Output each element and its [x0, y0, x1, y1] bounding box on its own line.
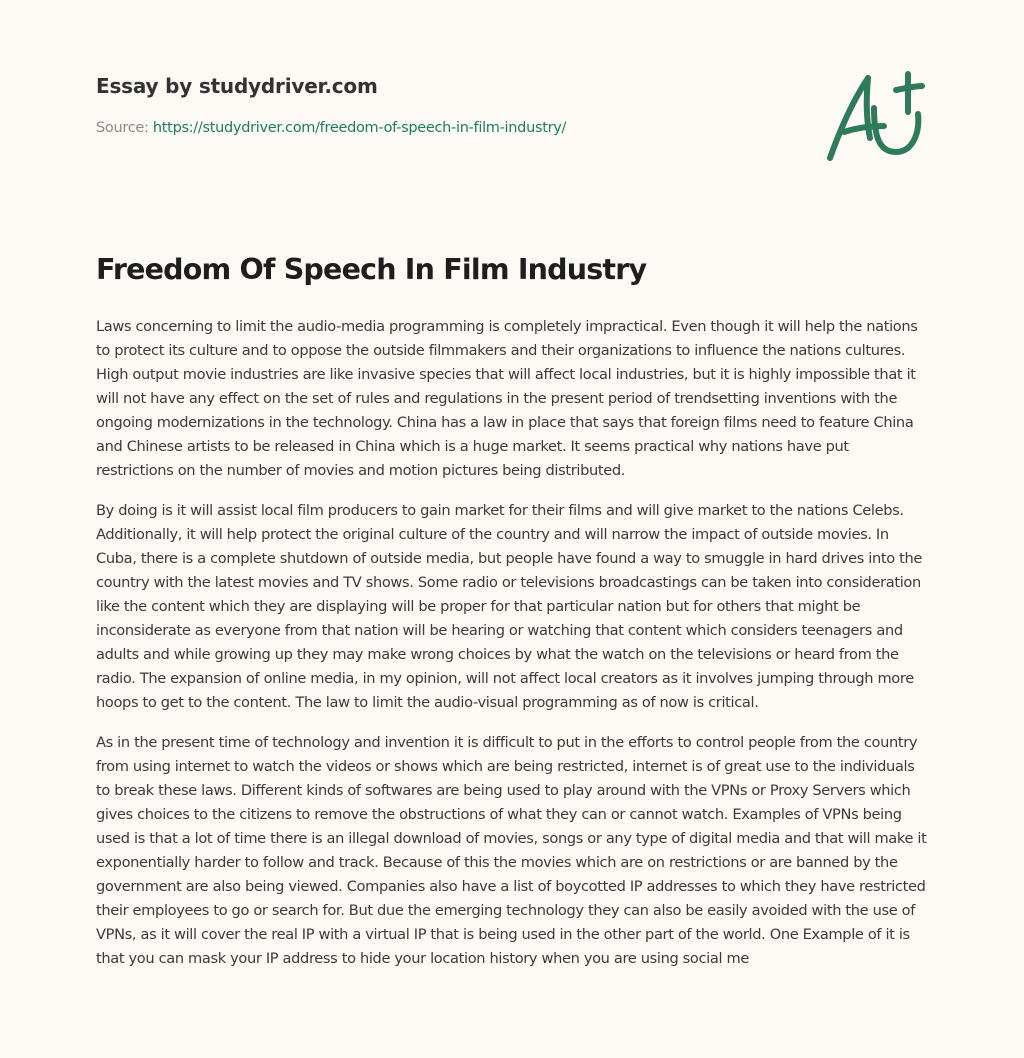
source-line	[96, 120, 796, 136]
essay-paragraph-2: By doing is it will assist local film producers to gain market for their films and will give market to the nations Celebs. Additionally, it will help protect the original culture of the country and will narrow the impact of outside movies. In Cuba, there is a complete shutdown of outside media, but people have found a way to smuggle in hard drives into the country with the latest movies and TV shows. Some radio or televisions broadcastings can be taken into consideration like the content which they are displaying will be proper for that particular nation but for others that might be inconsiderate as everyone from that nation will be hearing or watching that content which considers teenagers and adults and while growing up they may make wrong choices by what the watch on the televisions or heard from the radio. The expansion of online media, in my opinion, will not affect local creators as it involves jumping through more hoops to get to the content. The law to limit the audio-visual programming as of now is critical.	[96, 502, 923, 711]
page-header	[96, 74, 796, 136]
essay-paragraph-3: As in the present time of technology and invention it is difficult to put in the efforts to control people from the country from using internet to watch the videos or shows which are being restricted, internet is of great use to the individuals to break these laws. Different kinds of softwares are being used to play around with the VPNs or Proxy Servers which gives choices to the citizens to remove the obstructions of what they can or cannot watch. Examples of VPNs being used is that a lot of time there is an illegal download of movies, songs or any type of digital media and that will make it exponentially harder to follow and track. Because of this the movies which are on restrictions or are banned by the government are also being viewed. Companies also have a list of boycotted IP addresses to which they have restricted their employees to go or search for. But due the emerging technology they can also be easily avoided with the use of VPNs, as it will cover the real IP with a virtual IP that is being used in the other part of the world. One Example of it is that you can mask your IP address to hide your location history when you are using social me	[96, 734, 927, 967]
essay-body	[96, 315, 930, 987]
essay-paragraph-1: Laws concerning to limit the audio-media programming is completely impractical. Even though it will help the nations to protect its culture and to oppose the outside filmmakers and their organizations to influence the nations cultures. High output movie industries are like invasive species that will affect local industries, but it is highly impossible that it will not have any effect on the set of rules and regulations in the present period of trendsetting inventions with the ongoing modernizations in the technology. China has a law in place that says that foreign films need to feature China and Chinese artists to be released in China which is a huge market. It seems practical why nations have put restrictions on the number of movies and motion pictures being distributed.	[96, 318, 918, 479]
source-label: Source:	[96, 120, 149, 136]
site-title: Essay by studydriver.com	[96, 74, 378, 98]
a-plus-grade-icon	[822, 68, 926, 164]
source-link[interactable]: https://studydriver.com/freedom-of-speech-in-film-industry/	[152, 120, 567, 136]
essay-title: Freedom Of Speech In Film Industry	[96, 253, 647, 286]
